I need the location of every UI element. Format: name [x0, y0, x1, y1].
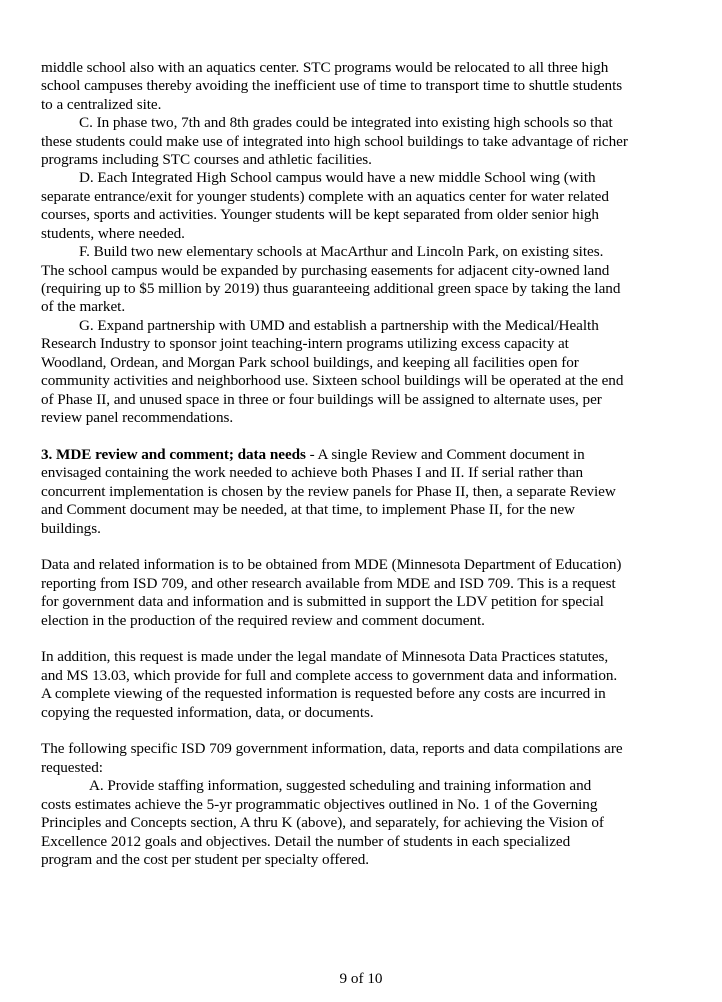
text-line: requested: — [41, 759, 103, 776]
text-line: Woodland, Ordean, and Morgan Park school buildings, and keeping all facilities open for — [41, 354, 579, 371]
list-item-g-first-line: G. Expand partnership with UMD and establish a partnership with the Medical/Health — [79, 317, 599, 334]
text-line: concurrent implementation is chosen by the review panels for Phase II, then, a separate Review — [41, 483, 616, 500]
text-line: program and the cost per student per specialty offered. — [41, 851, 370, 868]
text-line: separate entrance/exit for younger students) complete with an aquatics center for water related — [41, 188, 609, 205]
text-line: middle school also with an aquatics center. STC programs would be relocated to all three high — [41, 59, 609, 76]
text-line: community activities and neighborhood use. Sixteen school buildings will be operated at the end — [41, 372, 624, 389]
list-item-f-first-line: F. Build two new elementary schools at MacArthur and Lincoln Park, on existing sites. — [79, 243, 604, 260]
text-line: programs including STC courses and athletic facilities. — [41, 151, 372, 168]
text-line: The school campus would be expanded by purchasing easements for adjacent city-owned land — [41, 262, 610, 279]
text-line: (requiring up to $5 million by 2019) thus guaranteeing additional green space by taking the land — [41, 280, 621, 297]
list-item-d-first-line: D. Each Integrated High School campus would have a new middle School wing (with — [79, 169, 596, 186]
list-item-c-first-line: C. In phase two, 7th and 8th grades could be integrated into existing high schools so that — [79, 114, 613, 131]
text-run: - A single Review and Comment document in — [305, 446, 585, 463]
text-line: students, where needed. — [41, 225, 185, 242]
text-line: buildings. — [41, 520, 101, 537]
text-line: Data and related information is to be obtained from MDE (Minnesota Department of Education) — [41, 556, 622, 573]
text-line: A complete viewing of the requested information is requested before any costs are incurred in — [41, 685, 606, 702]
text-line: of the market. — [41, 298, 126, 315]
text-line: reporting from ISD 709, and other research available from MDE and ISD 709. This is a request — [41, 575, 616, 592]
text-line: Excellence 2012 goals and objectives. Detail the number of students in each specialized — [41, 833, 571, 850]
text-line: these students could make use of integrated into high school buildings to take advantage of richer — [41, 133, 628, 150]
text-line: costs estimates achieve the 5-yr programmatic objectives outlined in No. 1 of the Governing — [41, 796, 598, 813]
text-line: In addition, this request is made under the legal mandate of Minnesota Data Practices statutes, — [41, 648, 609, 665]
page-number-footer: 9 of 10 — [339, 970, 383, 987]
text-line: courses, sports and activities. Younger students will be kept separated from older senior high — [41, 206, 599, 223]
text-line: election in the production of the required review and comment document. — [41, 612, 485, 629]
text-line: review panel recommendations. — [41, 409, 234, 426]
text-line: and Comment document may be needed, at that time, to implement Phase II, for the new — [41, 501, 575, 518]
text-line: copying the requested information, data, or documents. — [41, 704, 374, 721]
text-line: of Phase II, and unused space in three or four buildings will be assigned to alternate uses, per — [41, 391, 602, 408]
text-line: Principles and Concepts section, A thru K (above), and separately, for achieving the Vision of — [41, 814, 604, 831]
request-item-a-first-line: A. Provide staffing information, suggested scheduling and training information and — [89, 777, 592, 794]
text-line: and MS 13.03, which provide for full and complete access to government data and information. — [41, 667, 618, 684]
section-heading: 3. MDE review and comment; data needs — [41, 446, 306, 463]
text-line: school campuses thereby avoiding the inefficient use of time to transport time to shuttle students — [41, 77, 623, 94]
text-line: The following specific ISD 709 government information, data, reports and data compilations are — [41, 740, 623, 757]
text-line: to a centralized site. — [41, 96, 162, 113]
text-line: envisaged containing the work needed to achieve both Phases I and II. If serial rather than — [41, 464, 584, 481]
text-line: Research Industry to sponsor joint teaching-intern programs utilizing excess capacity at — [41, 335, 569, 352]
text-line: for government data and information and is submitted in support the LDV petition for special — [41, 593, 604, 610]
section-3-first-line — [41, 446, 585, 464]
